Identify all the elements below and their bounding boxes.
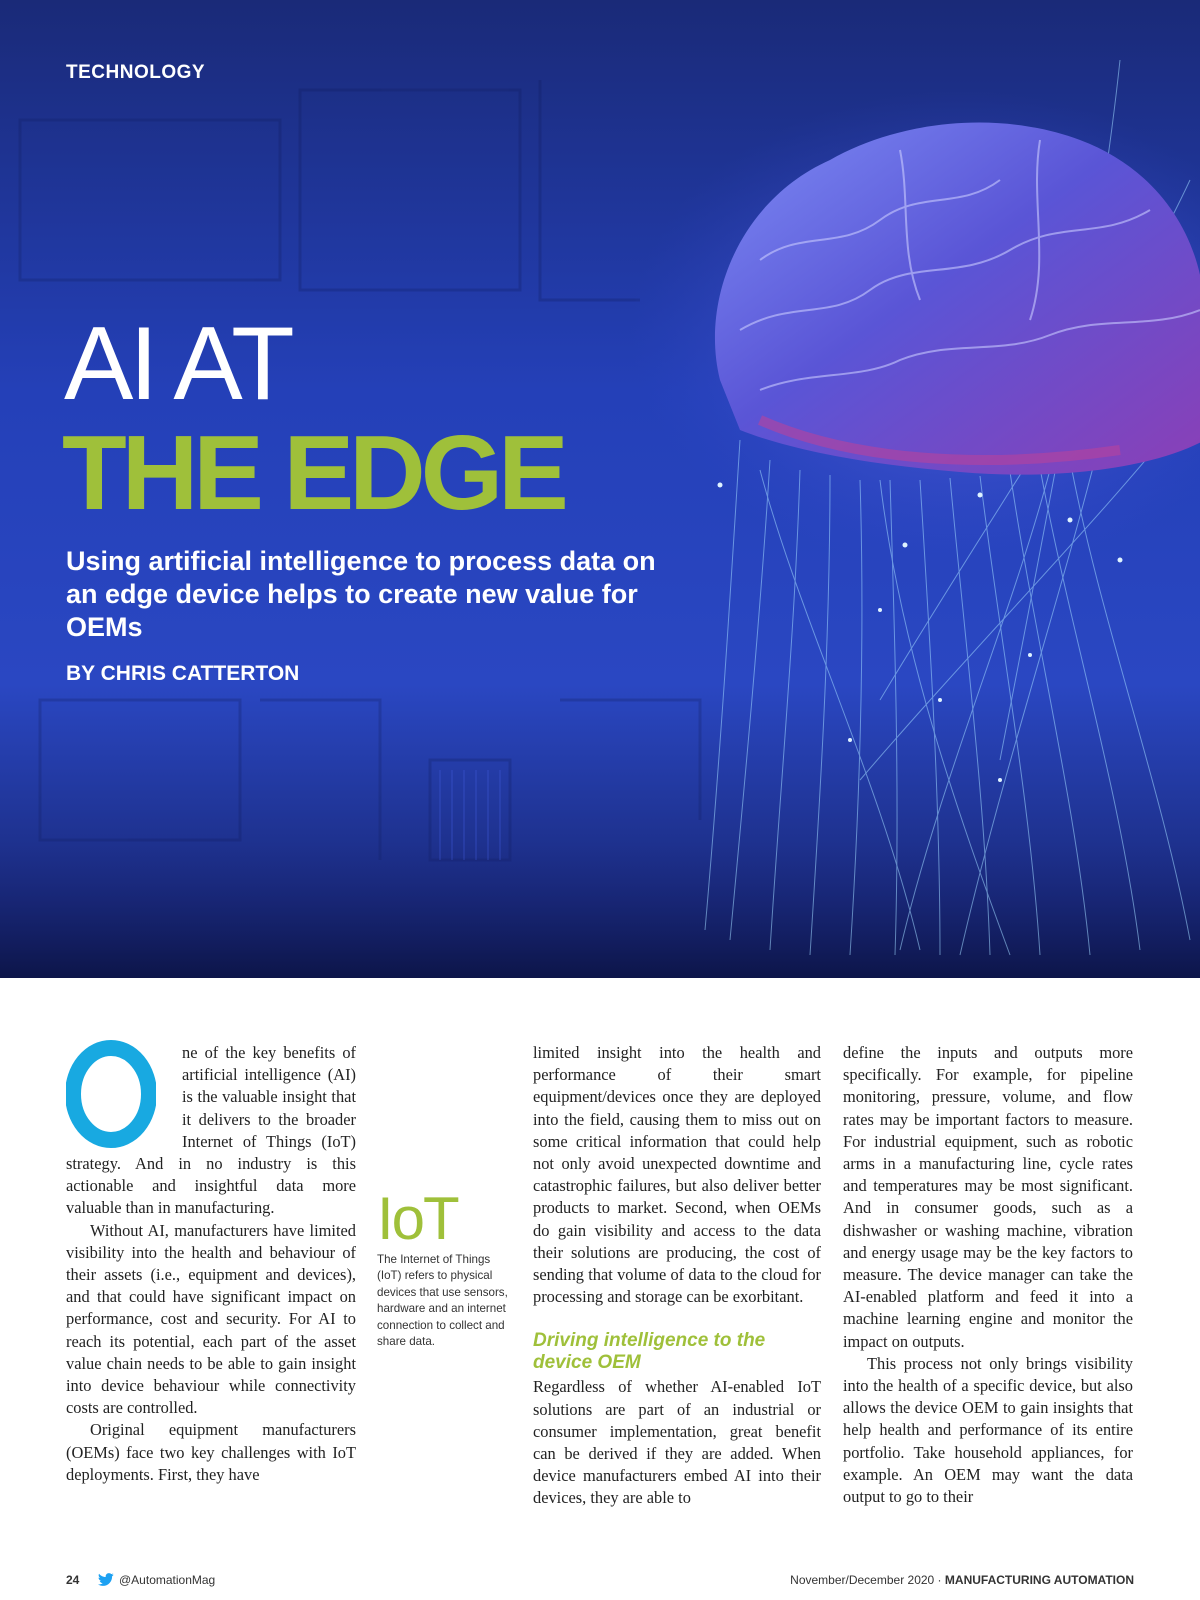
- article-column-3: [843, 1042, 1133, 1508]
- drop-cap-o: [66, 1040, 168, 1152]
- article-column-1: [66, 1042, 356, 1486]
- deck-subtitle: Using artificial intelligence to process data on an edge device helps to create new value for OEMs: [66, 546, 656, 642]
- article-paragraph: ne of the key benefits of artificial intelligence (AI) is the valuable insight that it delivers to the broader Internet of Things (IoT) strategy. And in no industry is this actionable and insightful data more valuable than in manufacturing.: [66, 1042, 356, 1220]
- sidebar-term: IoT: [377, 1185, 458, 1252]
- article-paragraph: This process not only brings visibility into the health of a specific device, but also allows the device OEM to gain insights that help health and performance of its entire portfolio. Take household appliances, for example. An OEM may want the data output to go to their: [843, 1353, 1133, 1507]
- iot-sidebar: [377, 1185, 517, 1350]
- article-column-2: [533, 1042, 821, 1510]
- twitter-icon: [97, 1573, 115, 1587]
- article-paragraph: Original equipment manufacturers (OEMs) face two key challenges with IoT deployments. First, they have: [66, 1420, 356, 1484]
- article-paragraph: define the inputs and outputs more specifically. For example, for pipeline monitoring, pressure, volume, and flow rates may be important factors to measure. For industrial equipment, such as robotic arms in a manufacturing line, cycle rates and temperatures may be most significant. And in consumer goods, such as a dishwasher or washing machine, vibration and energy usage may be the key factors to measure. The device manager can take the AI-enabled platform and feed it into a machine learning engine and monitor the impact on outputs.: [843, 1043, 1133, 1351]
- section-label: TECHNOLOGY: [66, 62, 206, 83]
- article-paragraph: Without AI, manufacturers have limited visibility into the health and behaviour of their assets (i.e., equipment and devices), and that could have significant impact on performance, cost and security. For AI to reach its potential, each part of the asset value chain needs to be able to gain insight into device behaviour while connectivity costs are controlled.: [66, 1220, 356, 1418]
- headline-line-2: THE EDGE: [62, 414, 564, 532]
- sidebar-definition: The Internet of Things (IoT) refers to physical devices that use sensors, hardware and an internet connection to collect and share data.: [377, 1253, 508, 1349]
- handle-text: @AutomationMag: [119, 1573, 216, 1587]
- social-handle[interactable]: [97, 1573, 215, 1587]
- headline-line-1: AI AT: [64, 306, 291, 422]
- page-number: 24: [66, 1573, 80, 1587]
- section-subhead: Driving intelligence to the device OEM: [533, 1330, 766, 1374]
- byline: BY CHRIS CATTERTON: [66, 662, 300, 685]
- issue-info: [790, 1573, 1134, 1587]
- magazine-name: MANUFACTURING AUTOMATION: [944, 1573, 1134, 1587]
- article-paragraph: limited insight into the health and performance of their smart equipment/devices once they are deployed into the field, causing them to miss out on some critical information that could help not only avoid unexpected downtime and catastrophic failures, but also deliver better products to market. Second, when OEMs do gain visibility and access to the data their solutions are producing, the cost of sending that volume of data to the cloud for processing and storage can be exorbitant.: [533, 1043, 821, 1307]
- article-paragraph: Regardless of whether AI-enabled IoT solutions are part of an industrial or consumer implementation, great benefit can be derived if they are added. When device manufacturers embed AI into their devices, they are able to: [533, 1377, 821, 1508]
- issue-date: November/December 2020 ·: [790, 1573, 942, 1587]
